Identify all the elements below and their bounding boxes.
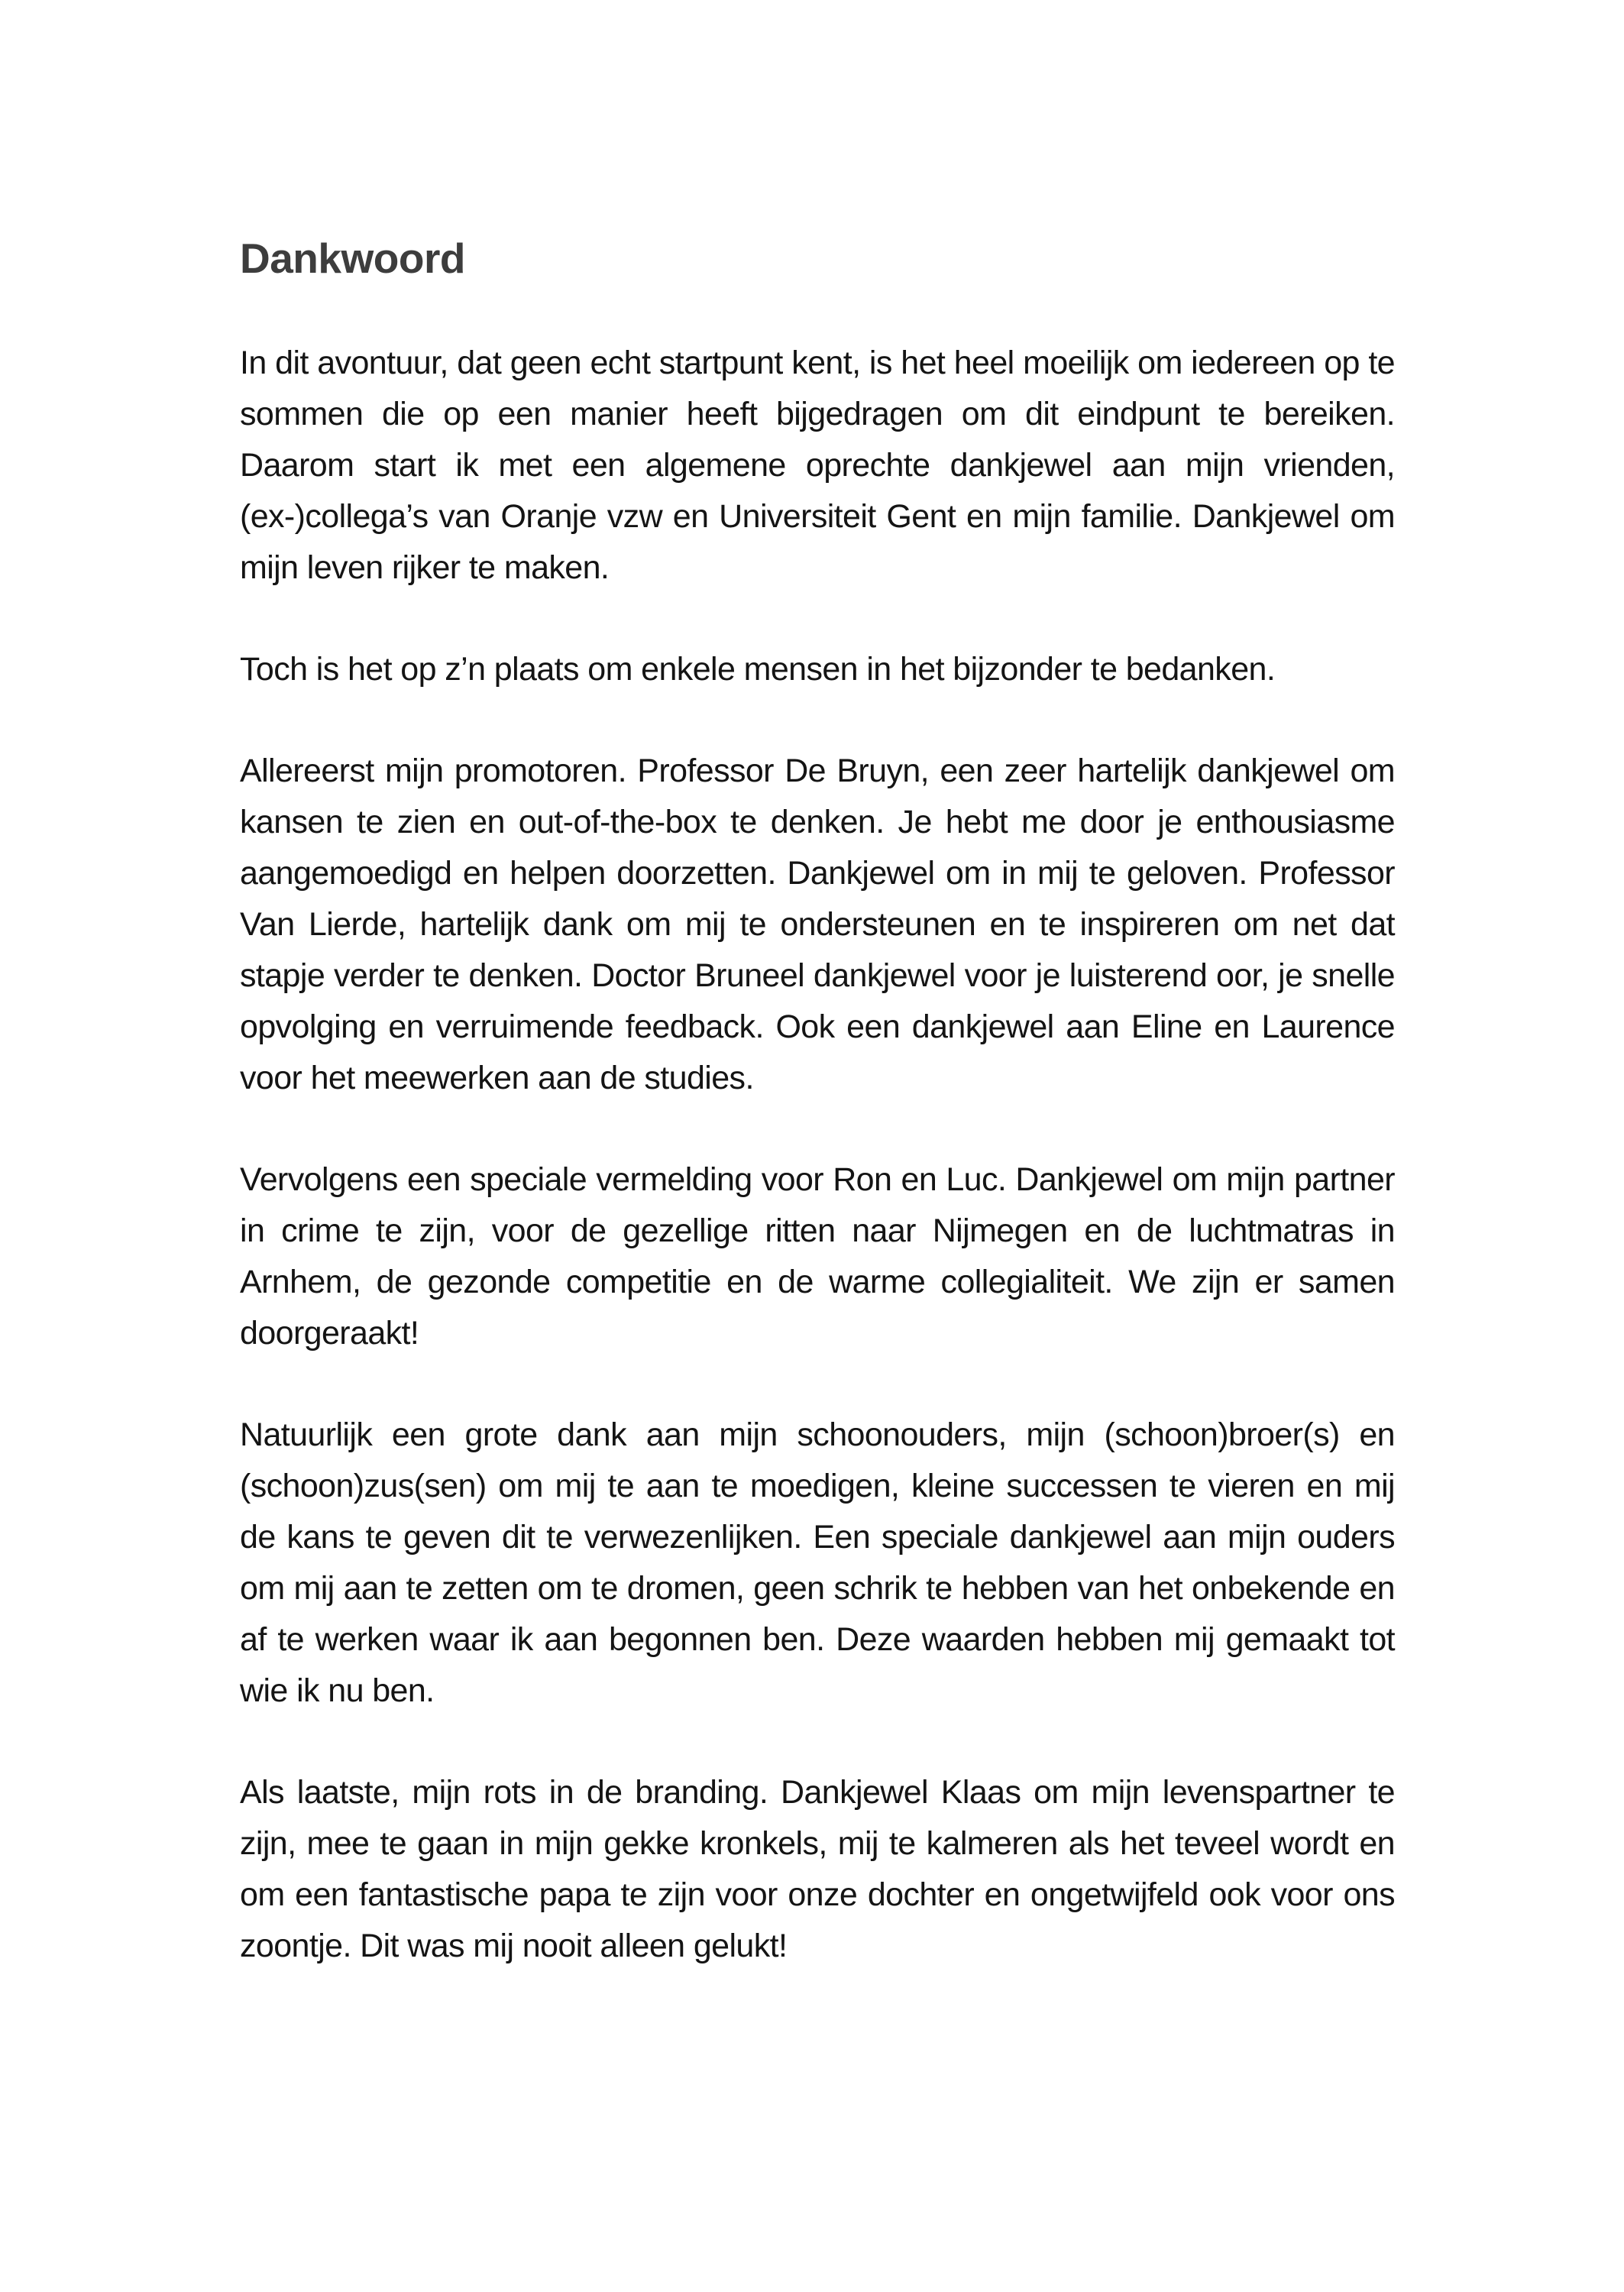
page-title: Dankwoord xyxy=(240,235,465,282)
document-body xyxy=(240,228,1395,1972)
paragraph-promotors: Allereerst mijn promotoren. Professor De Bruyn, een zeer hartelijk dankjewel om kansen te zien en out-of-the-box te denken. Je hebt me door je enthousiasme aangemoedigd en helpen doorzetten. Dankjewel om in mij te geloven. Professor Van Lierde, hartelijk dank om mij te ondersteunen en te inspireren om net dat stapje verder te denken. Doctor Bruneel dankjewel voor je luisterend oor, je snelle opvolging en verruimende feedback. Ook een dankjewel aan Eline en Laurence voor het meewerken aan de studies. xyxy=(240,753,1395,1096)
paragraph-partner: Als laatste, mijn rots in de branding. Dankjewel Klaas om mijn levenspartner te zijn, mee te gaan in mijn gekke kronkels, mij te kalmeren als het teveel wordt en om een fantastische papa te zijn voor onze dochter en ongetwijfeld ook voor ons zoontje. Dit was mij nooit alleen gelukt! xyxy=(240,1774,1395,1964)
paragraph-special-thanks: Toch is het op z’n plaats om enkele mensen in het bijzonder te bedanken. xyxy=(240,651,1276,688)
paragraph-colleagues: Vervolgens een speciale vermelding voor Ron en Luc. Dankjewel om mijn partner in crime te zijn, voor de gezellige ritten naar Nijmegen en de luchtmatras in Arnhem, de gezonde competitie en de warme collegialiteit. We zijn er samen doorgeraakt! xyxy=(240,1161,1395,1352)
paragraph-intro: In dit avontuur, dat geen echt startpunt kent, is het heel moeilijk om iedereen op te sommen die op een manier heeft bijgedragen om dit eindpunt te bereiken. Daarom start ik met een algemene oprechte dankjewel aan mijn vrienden, (ex-)collega’s van Oranje vzw en Universiteit Gent en mijn familie. Dankjewel om mijn leven rijker te maken. xyxy=(240,345,1395,586)
paragraph-family: Natuurlijk een grote dank aan mijn schoonouders, mijn (schoon)broer(s) en (schoon)zus(sen) om mij te aan te moedigen, kleine successen te vieren en mij de kans te geven dit te verwezenlijken. Een speciale dankjewel aan mijn ouders om mij aan te zetten om te dromen, geen schrik te hebben van het onbekende en af te werken waar ik aan begonnen ben. Deze waarden hebben mij gemaakt tot wie ik nu ben. xyxy=(240,1416,1395,1709)
